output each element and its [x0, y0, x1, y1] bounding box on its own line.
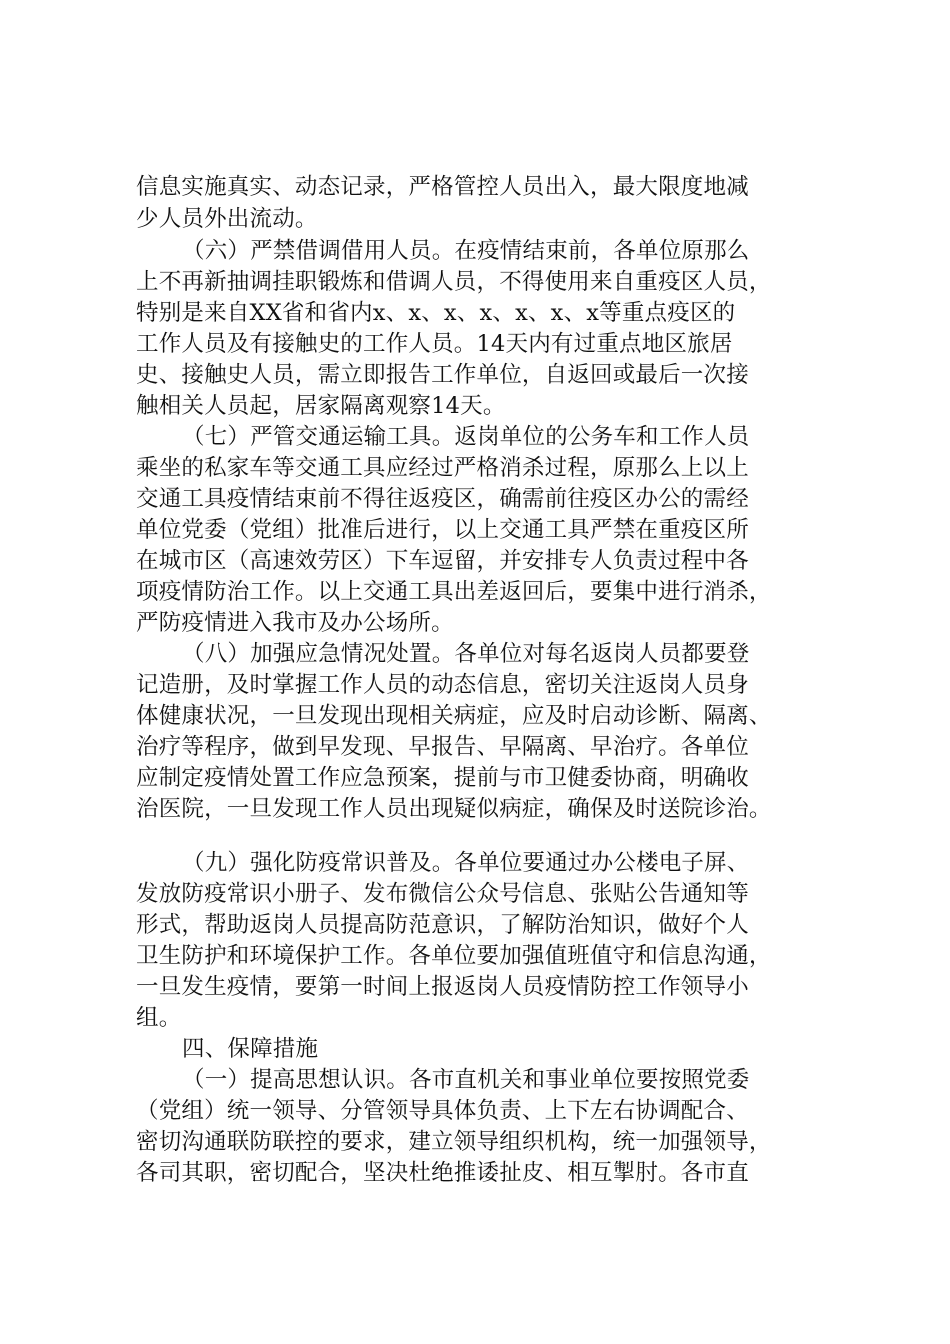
text-line: 少人员外出流动。 — [136, 206, 318, 232]
text-line: 单位党委（党组）批准后进行，以上交通工具严禁在重疫区所 — [136, 517, 749, 543]
text-line: 信息实施真实、动态记录，严格管控人员出入，最大限度地减 — [136, 174, 749, 200]
text-line: （六）严禁借调借用人员。在疫情结束前，各单位原那么 — [182, 238, 750, 264]
text-line: （一）提高思想认识。各市直机关和事业单位要按照党委 — [182, 1067, 750, 1093]
text-line: 形式，帮助返岗人员提高防范意识，了解防治知识，做好个人 — [136, 912, 749, 938]
text-line: 卫生防护和环境保护工作。各单位要加强值班值守和信息沟通， — [136, 943, 772, 969]
text-line: 组。 — [136, 1005, 182, 1031]
text-line: 特别是来自XX省和省内x、x、x、x、x、x、x等重点疫区的 — [136, 300, 736, 326]
text-line: （党组）统一领导、分管领导具体负责、上下左右协调配合、 — [136, 1098, 749, 1124]
text-line: 发放防疫常识小册子、发布微信公众号信息、张贴公告通知等 — [136, 881, 749, 907]
text-line: 触相关人员起，居家隔离观察14天。 — [136, 393, 506, 419]
text-line: 在城市区（高速效劳区）下车逗留，并安排专人负责过程中各 — [136, 548, 749, 574]
text-line: 交通工具疫情结束前不得往返疫区，确需前往疫区办公的需经 — [136, 486, 749, 512]
text-line: 治医院，一旦发现工作人员出现疑似病症，确保及时送院诊治。 — [136, 796, 772, 822]
text-line: （七）严管交通运输工具。返岗单位的公务车和工作人员 — [182, 424, 750, 450]
text-line: 体健康状况，一旦发现出现相关病症，应及时启动诊断、隔离、 — [136, 703, 772, 729]
section-heading: 四、保障措施 — [182, 1036, 319, 1062]
text-line: （八）加强应急情况处置。各单位对每名返岗人员都要登 — [182, 641, 750, 667]
text-line: 史、接触史人员，需立即报告工作单位，自返回或最后一次接 — [136, 362, 749, 388]
text-line: 乘坐的私家车等交通工具应经过严格消杀过程，原那么上以上 — [136, 455, 749, 481]
text-line: 密切沟通联防联控的要求，建立领导组织机构，统一加强领导， — [136, 1129, 772, 1155]
text-line: （九）强化防疫常识普及。各单位要通过办公楼电子屏、 — [182, 850, 750, 876]
text-line: 一旦发生疫情，要第一时间上报返岗人员疫情防控工作领导小 — [136, 974, 749, 1000]
text-line: 各司其职，密切配合，坚决杜绝推诿扯皮、相互掣肘。各市直 — [136, 1160, 749, 1186]
text-line: 记造册，及时掌握工作人员的动态信息，密切关注返岗人员身 — [136, 672, 749, 698]
text-line: 上不再新抽调挂职锻炼和借调人员，不得使用来自重疫区人员， — [136, 269, 772, 295]
text-line: 严防疫情进入我市及办公场所。 — [136, 610, 454, 636]
text-line: 应制定疫情处置工作应急预案，提前与市卫健委协商，明确收 — [136, 765, 749, 791]
text-line: 治疗等程序，做到早发现、早报告、早隔离、早治疗。各单位 — [136, 734, 749, 760]
text-line: 工作人员及有接触史的工作人员。14天内有过重点地区旅居 — [136, 331, 733, 357]
text-line: 项疫情防治工作。以上交通工具出差返回后，要集中进行消杀， — [136, 579, 772, 605]
